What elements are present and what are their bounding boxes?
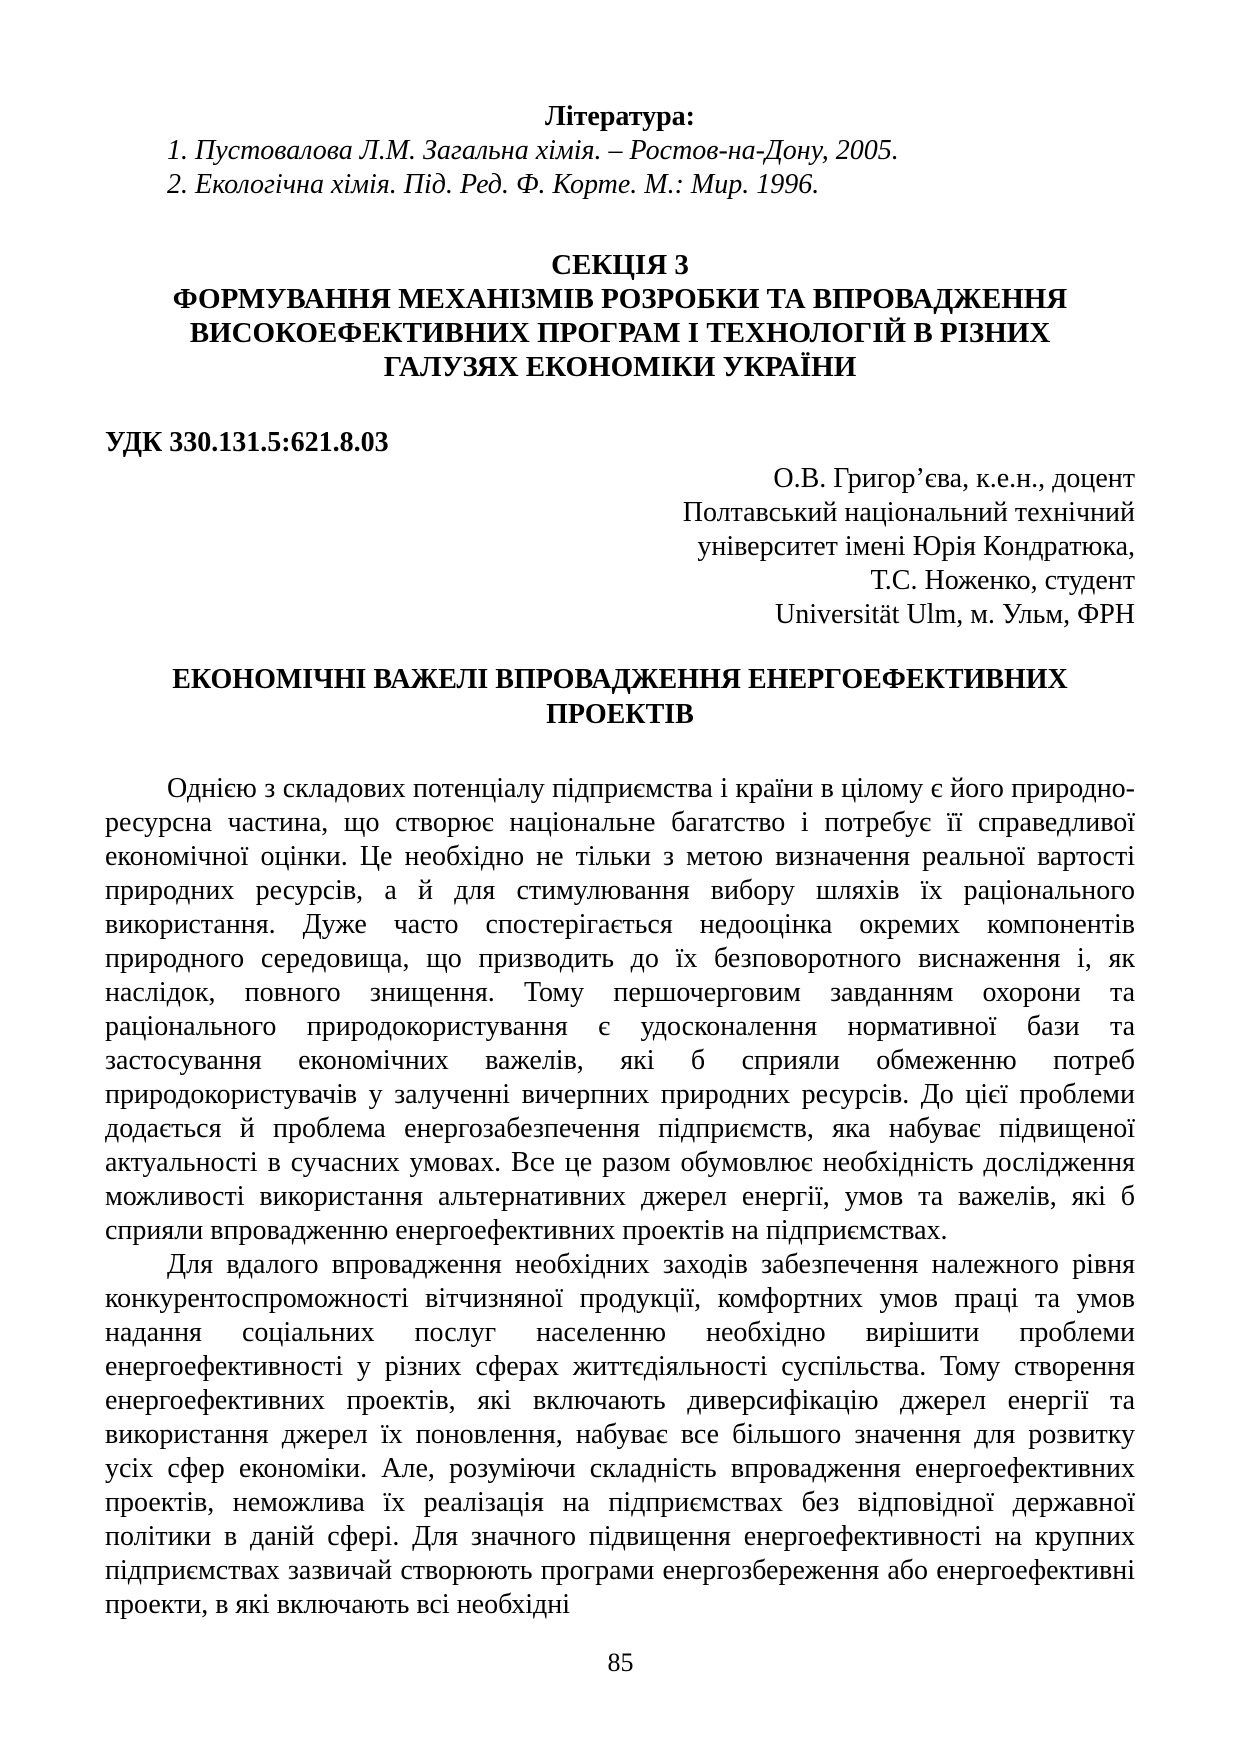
author-block bbox=[105, 462, 1135, 632]
article-title-line: ЕКОНОМІЧНІ ВАЖЕЛІ ВПРОВАДЖЕННЯ ЕНЕРГОЕФЕКТИВНИХ bbox=[172, 664, 1068, 695]
literature-section bbox=[105, 100, 1135, 202]
author-name-line: Т.С. Ноженко, студент bbox=[870, 565, 1135, 596]
body-paragraph: Однією з складових потенціалу підприємства і країни в цілому є його природно-ресурсна частина, що створює національне багатство і потребує її справедливої економічної оцінки. Це необхідно не тільки з метою визначення реальної вартості природних ресурсів, а й для стимулювання вибору шляхів їх раціонального використання. Дуже часто спостерігається недооцінка окремих компонентів природного середовища, що призводить до їх безповоротного виснаження і, як наслідок, повного знищення. Тому першочерговим завданням охорони та раціонального природокористування є удосконалення нормативної бази та застосування економічних важелів, які б сприяли обмеженню потреб природокористувачів у залученні вичерпних природних ресурсів. До цієї проблеми додається й проблема енергозабезпечення підприємств, яка набуває підвищеної актуальності в сучасних умовах. Все це разом обумовлює необхідність дослідження можливості використання альтернативних джерел енергії, умов та важелів, які б сприяли впровадженню енергоефективних проектів на підприємствах. bbox=[105, 773, 1135, 1246]
literature-heading: Література: bbox=[545, 101, 695, 132]
reference-item: 2. Екологічна хімія. Під. Ред. Ф. Корте. М.: Мир. 1996. bbox=[167, 169, 820, 200]
section-title-line: ФОРМУВАННЯ МЕХАНІЗМІВ РОЗРОБКИ ТА ВПРОВАДЖЕННЯ bbox=[172, 283, 1068, 315]
page-number: 85 bbox=[607, 1648, 634, 1677]
author-affiliation-line: Полтавський національний технічний bbox=[682, 497, 1135, 528]
article-title bbox=[105, 662, 1135, 732]
section-title-line: ГАЛУЗЯХ ЕКОНОМІКИ УКРАЇНИ bbox=[383, 351, 857, 383]
section-label: СЕКЦІЯ 3 bbox=[551, 249, 689, 281]
author-affiliation-line: університет імені Юрія Кондратюка, bbox=[697, 531, 1135, 562]
reference-item: 1. Пустовалова Л.М. Загальна хімія. – Ростов-на-Дону, 2005. bbox=[167, 135, 899, 166]
author-affiliation-line: Universität Ulm, м. Ульм, ФРН bbox=[775, 599, 1135, 630]
article-title-line: ПРОЕКТІВ bbox=[546, 699, 694, 730]
section-title-line: ВИСОКОЕФЕКТИВНИХ ПРОГРАМ І ТЕХНОЛОГІЙ В РІЗНИХ bbox=[189, 317, 1051, 349]
author-name-line: О.В. Григор’єва, к.е.н., доцент bbox=[773, 463, 1135, 494]
udc-code: УДК 330.131.5:621.8.03 bbox=[105, 427, 389, 458]
section-header bbox=[105, 248, 1135, 384]
article-body bbox=[105, 772, 1135, 1622]
body-paragraph: Для вдалого впровадження необхідних заходів забезпечення належного рівня конкурентоспроможності вітчизняної продукції, комфортних умов праці та умов надання соціальних послуг населенню необхідно вирішити проблеми енергоефективності у різних сферах життєдіяльності суспільства. Тому створення енергоефективних проектів, які включають диверсифікацію джерел енергії та використання джерел їх поновлення, набуває все більшого значення для розвитку усіх сфер економіки. Але, розуміючи складність впровадження енергоефективних проектів, неможлива їх реалізація на підприємствах без відповідної державної політики в даній сфері. Для значного підвищення енергоефективності на крупних підприємствах зазвичай створюють програми енергозбереження або енергоефективні проекти, в які включають всі необхідні bbox=[105, 1249, 1135, 1620]
